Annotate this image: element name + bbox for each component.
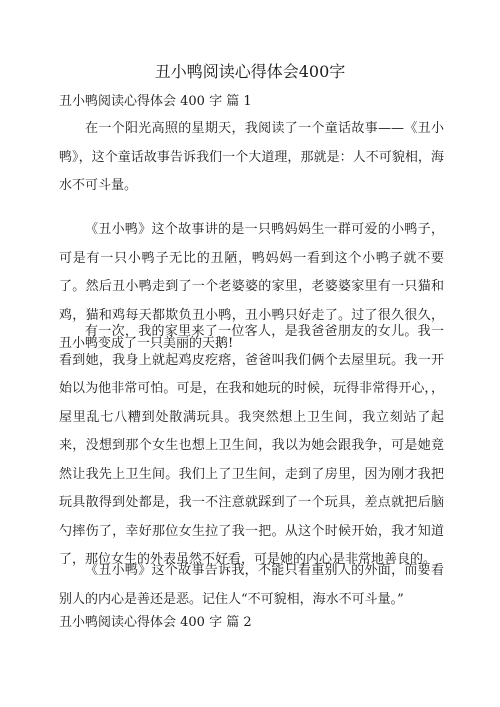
document-title: 丑小鸭阅读心得体会400字 xyxy=(154,62,346,81)
paragraph-2: 《丑小鸭》这个故事讲的是一只鸭妈妈生一群可爱的小鸭子，可是有一只小鸭子无比的丑陋，鸭妈妈一看到这个小鸭子就不要了。然后丑小鸭走到了一个老婆婆的家里，老婆婆家里有一只猫和鸡，猫和鸡每天都欺负丑小鸭，丑小鸭只好走了。过了很久很久，丑小鸭变成了一只美丽的天鹅! xyxy=(59,222,444,351)
paragraph-1: 在一个阳光高照的星期天，我阅读了一个童话故事——《丑小鸭》，这个童话故事告诉我们一个大道理，那就是：人不可貌相，海水不可斗量。 xyxy=(59,121,444,193)
paragraph-4: 《丑小鸭》这个故事告诉我，不能只看重别人的外面，而要看别人的内心是善还是恶。记住人“不可貌相，海水不可斗量。” xyxy=(59,563,444,607)
section-heading-2: 丑小鸭阅读心得体会 400 字 篇 2 xyxy=(59,615,252,630)
paragraph-3: 有一次，我的家里来了一位客人，是我爸爸朋友的女儿。我一看到她，我身上就起鸡皮疙瘩，爸爸叫我们俩个去屋里玩。我一开始以为他非常可怕。可是，在我和她玩的时候，玩得非常得开心，，屋里乱七八糟到处散满玩具。我突然想上卫生间，我立刻站了起来，没想到那个女生也想上卫生间，我以为她会跟我争，可是她竟然让我先上卫生间。我们上了卫生间，走到了房里，因为刚才我把玩具散得到处都是，我一不注意就踩到了一个玩具，差点就把后脑勺摔伤了，幸好那位女生拉了我一把。从这个时候开始，我才知道了，那位女生的外表虽然不好看，可是她的内心是非常地善良的。 xyxy=(59,324,444,567)
section-heading-1: 丑小鸭阅读心得体会 400 字 篇 1 xyxy=(59,94,252,109)
